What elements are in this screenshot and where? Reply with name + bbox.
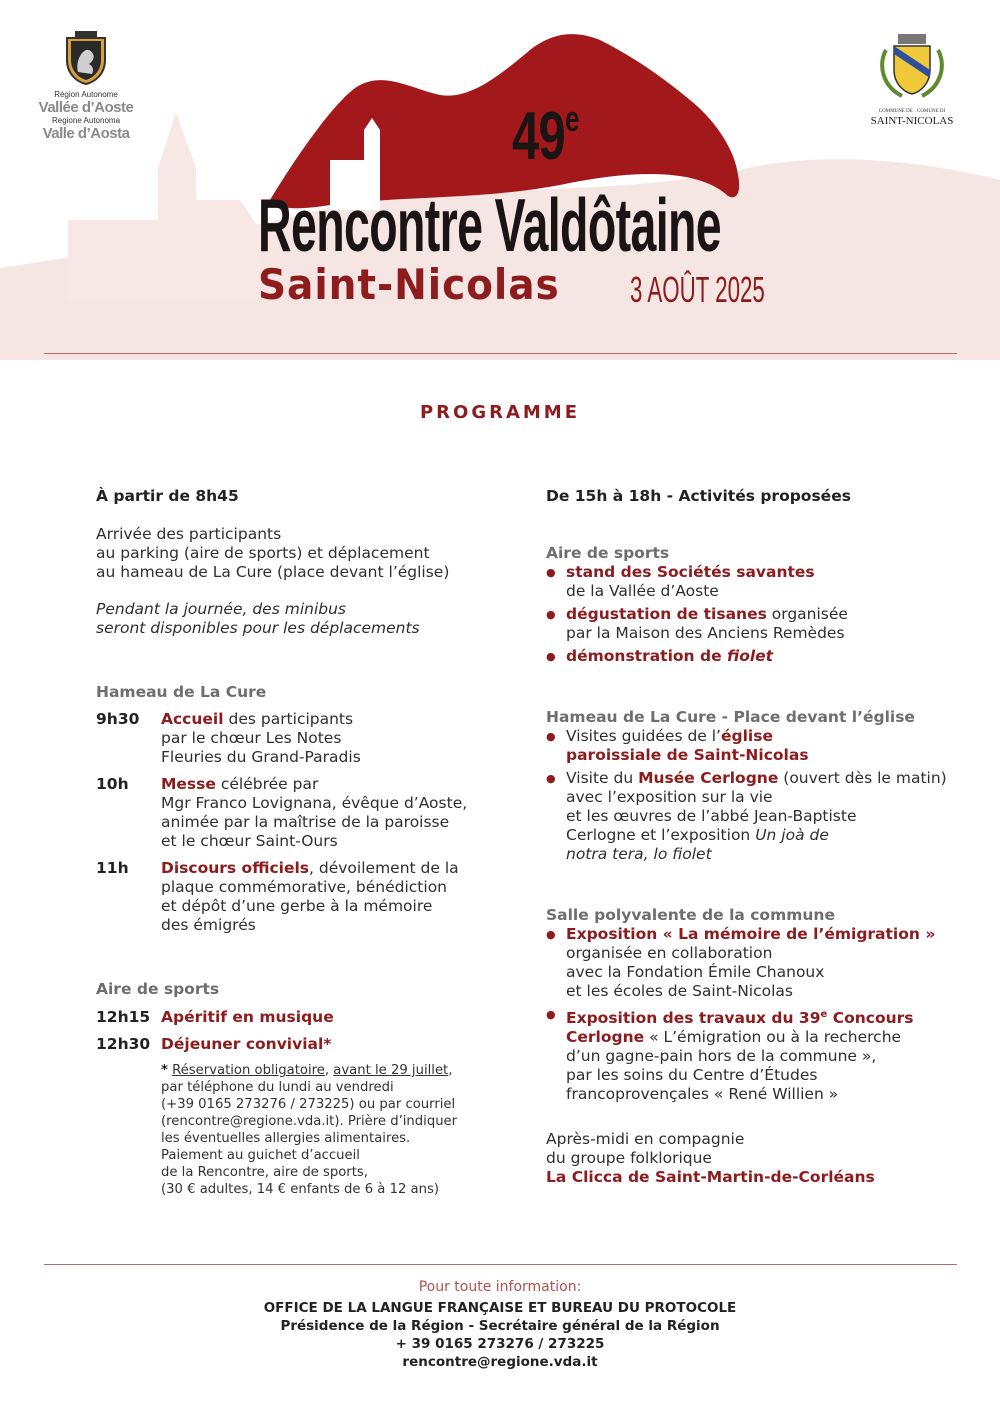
edition-suffix: e: [565, 98, 579, 139]
commune-logo-line2: SAINT-NICOLAS: [870, 115, 954, 127]
arrival-text: Arrivée des participants au parking (aire de sports) et déplacement au hameau de La Cure (place devant l’église): [96, 525, 450, 581]
footer: [0, 1278, 1000, 1371]
section-aire-de-sports-afternoon: Aire de sports: [546, 544, 670, 562]
activity-list-la-cure: [546, 727, 976, 864]
closing-text: Après-midi en compagnie du groupe folklorique: [546, 1130, 745, 1168]
activity-item: [546, 925, 976, 1001]
schedule-desc: [161, 710, 516, 767]
event-date: 3 AOÛT 2025: [630, 269, 765, 310]
activity-item: [546, 1005, 976, 1104]
schedule-time: 12h30: [96, 1035, 151, 1053]
schedule-event-title: Accueil: [161, 710, 224, 728]
edition-number: [512, 84, 579, 174]
activity-title-end: Concours Cerlogne: [566, 1009, 914, 1047]
activity-details: organisée en collaboration avec la Fondation Émile Chanoux et les écoles de Saint-Nicolas: [566, 944, 825, 1000]
schedule-time: 12h15: [96, 1008, 151, 1026]
activity-item: [546, 647, 976, 666]
schedule-event-details: des participants par le chœur Les Notes Fleuries du Grand-Paradis: [161, 710, 361, 766]
region-logo-line3: Regione Autonoma: [51, 116, 121, 125]
schedule-event-title: Apéritif en musique: [161, 1008, 334, 1026]
commune-logo: [862, 30, 962, 127]
activity-item: [546, 727, 976, 765]
region-logo: [36, 30, 136, 142]
footer-presidence: Présidence de la Région - Secrétaire général de la Région: [280, 1318, 720, 1334]
schedule-row-accueil: [96, 710, 516, 767]
event-title: Rencontre Valdôtaine: [258, 183, 722, 267]
schedule-row-aperitif: [96, 1008, 516, 1027]
footer-lead: Pour toute information:: [418, 1279, 582, 1295]
activity-title: stand des Sociétés savantes: [566, 563, 815, 581]
schedule-event-title: Déjeuner convivial*: [161, 1035, 332, 1053]
schedule-time: 10h: [96, 775, 129, 793]
note-reservation-required: Réservation obligatoire: [172, 1063, 325, 1078]
activity-title: Musée Cerlogne: [638, 769, 779, 787]
activity-prefix: Visites guidées de l’: [566, 727, 721, 745]
start-heading: À partir de 8h45: [96, 487, 239, 505]
schedule-event-details: célébrée par Mgr Franco Lovignana, évêque d’Aoste, animée par la maîtrise de la paroisse et le chœur Saint-Ours: [161, 775, 468, 850]
activity-title-sup: e: [820, 1009, 828, 1020]
footer-phone: + 39 0165 273276 / 273225: [395, 1336, 605, 1352]
activity-details: de la Vallée d’Aoste: [566, 582, 719, 600]
section-place-eglise: Hameau de La Cure - Place devant l’église: [546, 708, 915, 726]
schedule-row-discours: [96, 859, 516, 935]
folk-group-name: La Clicca de Saint-Martin-de-Corléans: [546, 1168, 875, 1187]
afternoon-heading: De 15h à 18h - Activités proposées: [546, 487, 851, 505]
activity-details: (ouvert dès le matin) avec l’exposition sur la vie et les œuvres de l’abbé Jean-Baptiste Cerlogne et l’exposition: [566, 769, 947, 844]
schedule-time: 11h: [96, 859, 129, 877]
schedule-time: 9h30: [96, 710, 140, 728]
edition-digits: 49: [512, 98, 566, 174]
activity-title: église paroissiale de Saint-Nicolas: [566, 727, 809, 764]
activity-title: dégustation de tisanes: [566, 605, 767, 623]
region-logo-line2: Vallée d’Aoste: [38, 99, 134, 116]
schedule-event-title: Messe: [161, 775, 216, 793]
note-details: , par téléphone du lundi au vendredi (+39 0165 273276 / 273225) ou par courriel (rencontre@regione.vda.it). Prière d’indiquer les éventuelles allergies alimentaires. Paiement au guichet d’accueil de la Rencontre, aire de sports, (30 € adultes, 14 € enfants de 6 à 12 ans): [161, 1063, 458, 1197]
afternoon-column: [546, 487, 976, 1187]
activity-item: [546, 563, 976, 601]
schedule-desc: [161, 859, 516, 935]
activity-details: organisée par la Maison des Anciens Remèdes: [566, 605, 848, 642]
activity-details: « L’émigration ou à la recherche d’un gagne-pain hors de la commune », par les soins du Centre d’Études francoprovençales « René Willien »: [566, 1028, 902, 1104]
note-separator: ,: [324, 1063, 334, 1078]
activity-list-sports: [546, 563, 976, 666]
activity-prefix: Visite du: [566, 769, 639, 787]
activity-list-salle: [546, 925, 976, 1104]
schedule-event-title: Discours officiels: [161, 859, 310, 877]
footer-office: OFFICE DE LA LANGUE FRANÇAISE ET BUREAU DU PROTOCOLE: [263, 1300, 737, 1316]
region-logo-line1: Région Autonome: [54, 90, 118, 99]
schedule-desc: [161, 775, 516, 851]
activity-item: [546, 769, 976, 864]
header-divider: [44, 353, 957, 354]
footer-email[interactable]: rencontre@regione.vda.it: [402, 1354, 598, 1370]
reservation-note: [161, 1062, 516, 1198]
commune-crest-icon: [874, 30, 950, 104]
schedule-row-messe: [96, 775, 516, 851]
section-salle-polyvalente: Salle polyvalente de la commune: [546, 906, 835, 924]
activity-exhibit-title: Un joà de notra tera, lo fiolet: [566, 826, 829, 863]
lion-crest-icon: [61, 30, 111, 86]
morning-column: [96, 487, 516, 1198]
note-deadline: avant le 29 juillet: [333, 1063, 449, 1078]
activity-title: démonstration de: [566, 647, 727, 665]
section-aire-de-sports: Aire de sports: [96, 980, 220, 998]
schedule-row-dejeuner: [96, 1035, 516, 1054]
activity-item: [546, 605, 976, 643]
schedule-event-details: , dévoilement de la plaque commémorative, bénédiction et dépôt d’une gerbe à la mémoire des émigrés: [161, 859, 459, 934]
note-asterisk: *: [161, 1063, 168, 1078]
section-hameau-la-cure: Hameau de La Cure: [96, 683, 267, 701]
commune-logo-line1: COMMUNE DE · COMUNE DI: [878, 109, 946, 114]
minibus-text: Pendant la journée, des minibus seront disponibles pour les déplacements: [96, 600, 420, 637]
event-place: Saint-Nicolas: [258, 260, 560, 309]
activity-title: Exposition des travaux du 39: [566, 1009, 821, 1028]
footer-divider: [44, 1264, 957, 1265]
region-logo-line4: Valle d’Aosta: [42, 125, 130, 142]
activity-title: Exposition « La mémoire de l’émigration »: [566, 925, 936, 943]
programme-heading: PROGRAMME: [419, 402, 581, 423]
activity-title-italic: fiolet: [727, 647, 774, 665]
